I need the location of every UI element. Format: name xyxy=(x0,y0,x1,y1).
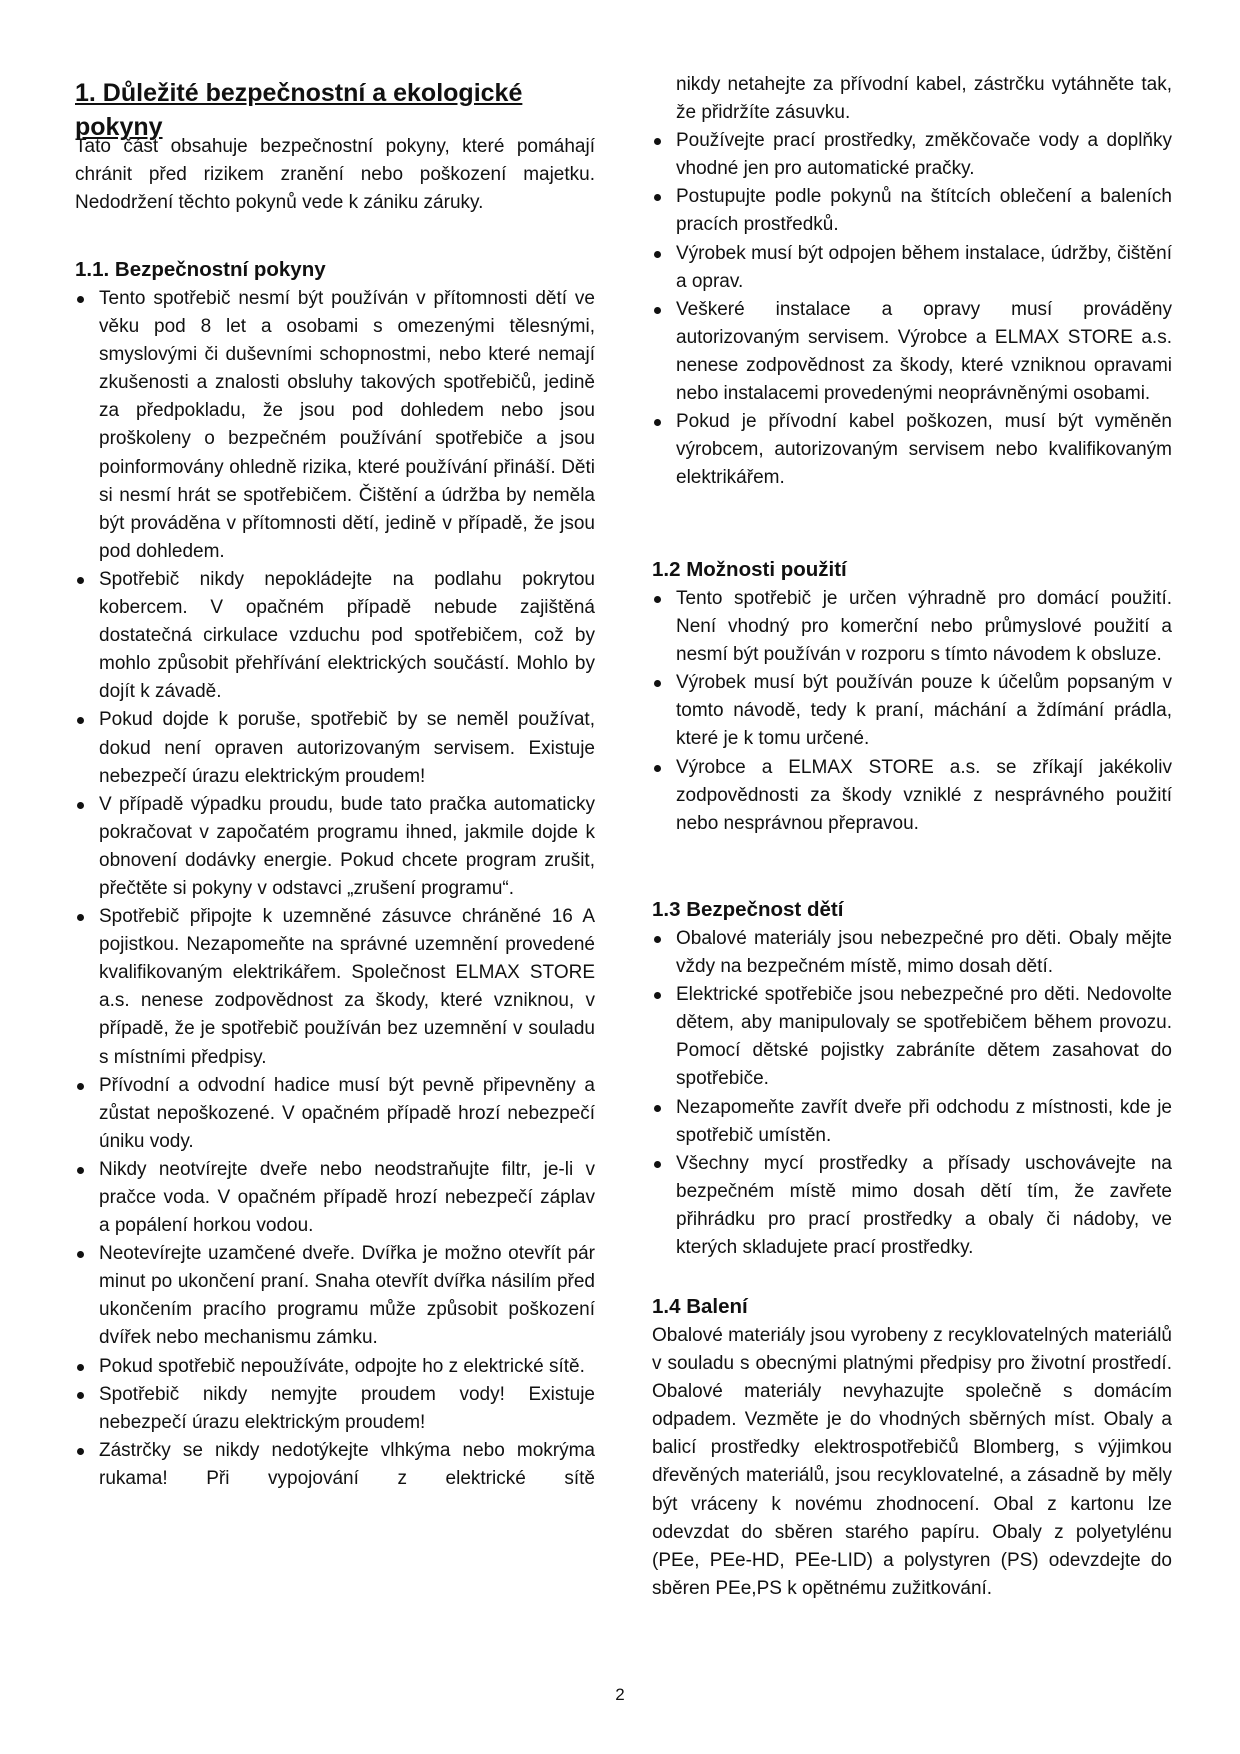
bullet-icon xyxy=(654,1161,661,1168)
list-item: Přívodní a odvodní hadice musí být pevně připevněny a zůstat nepoškozené. V opačném případě hrozí nebezpečí úniku vody. xyxy=(75,1072,595,1156)
list-item: Neotevírejte uzamčené dveře. Dvířka je možno otevřít pár minut po ukončení praní. Snaha otevřít dvířka násilím před ukončením pracího programu může způsobit poškození dvířek nebo mechanismu zámku. xyxy=(75,1240,595,1352)
list-item: Obalové materiály jsou nebezpečné pro děti. Obaly mějte vždy na bezpečném místě, mimo dosah dětí. xyxy=(652,925,1172,981)
bullet-icon xyxy=(654,936,661,943)
section-heading-1-4: 1.4 Balení xyxy=(652,1295,748,1318)
list-item: Používejte prací prostředky, změkčovače vody a doplňky vhodné jen pro automatické pračky. xyxy=(652,127,1172,183)
bullet-icon xyxy=(77,1364,84,1371)
list-item: Tento spotřebič nesmí být používán v přítomnosti dětí ve věku pod 8 let a osobami s omezenými tělesnými, smyslovými či duševními schopnostmi, nebo které nemají zkušenosti a znalosti obsluhy takových spotřebičů, jedině za předpokladu, že jsou pod dohledem nebo jsou proškoleny o bezpečném používání spotřebiče a jsou poinformovány ohledně rizika, které používání přináší. Děti si nesmí hrát se spotřebičem. Čištění a údržba by neměla být prováděna v přítomnosti dětí, jedině v případě, že jsou pod dohledem. xyxy=(75,285,595,566)
bullet-icon xyxy=(654,307,661,314)
list-item: Výrobek musí být odpojen během instalace, údržby, čištění a oprav. xyxy=(652,240,1172,296)
list-item: Pokud dojde k poruše, spotřebič by se neměl používat, dokud není opraven autorizovaným servisem. Existuje nebezpečí úrazu elektrickým proudem! xyxy=(75,706,595,790)
bullet-icon xyxy=(654,251,661,258)
bullet-icon xyxy=(77,1167,84,1174)
bullet-icon xyxy=(654,1105,661,1112)
bullet-icon xyxy=(654,765,661,772)
section-heading-1-2: 1.2 Možnosti použití xyxy=(652,558,847,581)
list-item: Pokud spotřebič nepoužíváte, odpojte ho z elektrické sítě. xyxy=(75,1353,595,1381)
child-safety-list xyxy=(652,925,1172,1262)
bullet-icon xyxy=(77,914,84,921)
list-item: Tento spotřebič je určen výhradně pro domácí použití. Není vhodný pro komerční nebo průmyslové použití a nesmí být používán v rozporu s tímto návodem k obsluze. xyxy=(652,585,1172,669)
page-number: 2 xyxy=(615,1685,625,1704)
bullet-icon xyxy=(654,419,661,426)
bullet-icon xyxy=(77,577,84,584)
list-item: Pokud je přívodní kabel poškozen, musí být vyměněn výrobcem, autorizovaným servisem nebo kvalifikovaným elektrikářem. xyxy=(652,408,1172,492)
bullet-icon xyxy=(77,1083,84,1090)
list-item: Výrobek musí být používán pouze k účelům popsaným v tomto návodě, tedy k praní, máchání a ždímání prádla, které je k tomu určené. xyxy=(652,669,1172,753)
section-heading-1-1: 1.1. Bezpečnostní pokyny xyxy=(75,258,326,281)
safety-instructions-list-continued xyxy=(652,71,1172,492)
packaging-paragraph: Obalové materiály jsou vyrobeny z recyklovatelných materiálů v souladu s obecnými platnými předpisy pro životní prostředí. Obalové materiály nevyhazujte společně s domácím odpadem. Vezměte je do vhodných sběrných míst. Obaly a balicí prostředky elektrospotřebičů Blomberg, s výjimkou dřevěných materiálů, jsou recyklovatelné, a zásadně by měly být vráceny k novému zhodnocení. Obal z kartonu lze odevzdat do sběren starého papíru. Obaly z polyetylénu (PEe, PEe-HD, PEe-LID) a polystyren (PS) odevzdejte do sběren PEe,PS k opětnému zužitkování. xyxy=(652,1325,1172,1599)
list-item: Zástrčky se nikdy nedotýkejte vlhkýma nebo mokrýma rukama! Při vypojování z elektrické sítě xyxy=(75,1437,595,1493)
list-item: Spotřebič nikdy nemyjte proudem vody! Existuje nebezpečí úrazu elektrickým proudem! xyxy=(75,1381,595,1437)
list-item: V případě výpadku proudu, bude tato pračka automaticky pokračovat v započatém programu ihned, jakmile dojde k obnovení dodávky energie. Pokud chcete program zrušit, přečtěte si pokyny v odstavci „zrušení programu“. xyxy=(75,791,595,903)
bullet-icon xyxy=(654,680,661,687)
safety-instructions-list xyxy=(75,285,595,1493)
bullet-icon xyxy=(654,992,661,999)
list-item: Postupujte podle pokynů na štítcích oblečení a baleních pracích prostředků. xyxy=(652,183,1172,239)
list-item-continuation: nikdy netahejte za přívodní kabel, zástrčku vytáhněte tak, že přidržíte zásuvku. xyxy=(676,74,1172,124)
list-item: Elektrické spotřebiče jsou nebezpečné pro děti. Nedovolte dětem, aby manipulovaly se spotřebičem během provozu. Pomocí dětské pojistky zabráníte dětem zasahovat do spotřebiče. xyxy=(652,981,1172,1093)
bullet-icon xyxy=(77,802,84,809)
list-item: Nezapomeňte zavřít dveře při odchodu z místnosti, kde je spotřebič umístěn. xyxy=(652,1094,1172,1150)
page-title: 1. Důležité bezpečnostní a ekologické pokyny xyxy=(75,79,523,141)
bullet-icon xyxy=(654,596,661,603)
list-item: Spotřebič nikdy nepokládejte na podlahu pokrytou kobercem. V opačném případě nebude zajištěná dostatečná cirkulace vzduchu pod spotřebičem, což by mohlo způsobit přehřívání elektrických součástí. Mohlo by dojít k závadě. xyxy=(75,566,595,706)
section-heading-1-3: 1.3 Bezpečnost dětí xyxy=(652,898,844,921)
list-item: Spotřebič připojte k uzemněné zásuvce chráněné 16 A pojistkou. Nezapomeňte na správné uzemnění provedené kvalifikovaným elektrikářem. Společnost ELMAX STORE a.s. nenese zodpovědnost za škody, které vzniknou, v případě, že je spotřebič používán bez uzemnění v souladu s místními předpisy. xyxy=(75,903,595,1072)
list-item: Nikdy neotvírejte dveře nebo neodstraňujte filtr, je-li v pračce voda. V opačném případě hrozí nebezpečí záplav a popálení horkou vodou. xyxy=(75,1156,595,1240)
bullet-icon xyxy=(77,717,84,724)
bullet-icon xyxy=(654,138,661,145)
list-item: Veškeré instalace a opravy musí prováděny autorizovaným servisem. Výrobce a ELMAX STORE a.s. nenese zodpovědnost za škody, které vzniknou opravami nebo instalacemi provedenými neoprávněnými osobami. xyxy=(652,296,1172,408)
bullet-icon xyxy=(77,296,84,303)
bullet-icon xyxy=(77,1392,84,1399)
bullet-icon xyxy=(77,1251,84,1258)
bullet-icon xyxy=(77,1448,84,1455)
usage-options-list xyxy=(652,585,1172,838)
bullet-icon xyxy=(654,194,661,201)
list-item: Všechny mycí prostředky a přísady uschovávejte na bezpečném místě mimo dosah dětí tím, že zavřete přihrádku pro prací prostředky a obaly či nádoby, ve kterých skladujete prací prostředky. xyxy=(652,1150,1172,1262)
list-item: Výrobce a ELMAX STORE a.s. se zříkají jakékoliv zodpovědnosti za škody vzniklé z nesprávného použití nebo nesprávnou přepravou. xyxy=(652,754,1172,838)
intro-paragraph: Tato část obsahuje bezpečnostní pokyny, které pomáhají chránit před rizikem zranění nebo poškození majetku. Nedodržení těchto pokynů vede k zániku záruky. xyxy=(75,136,595,214)
